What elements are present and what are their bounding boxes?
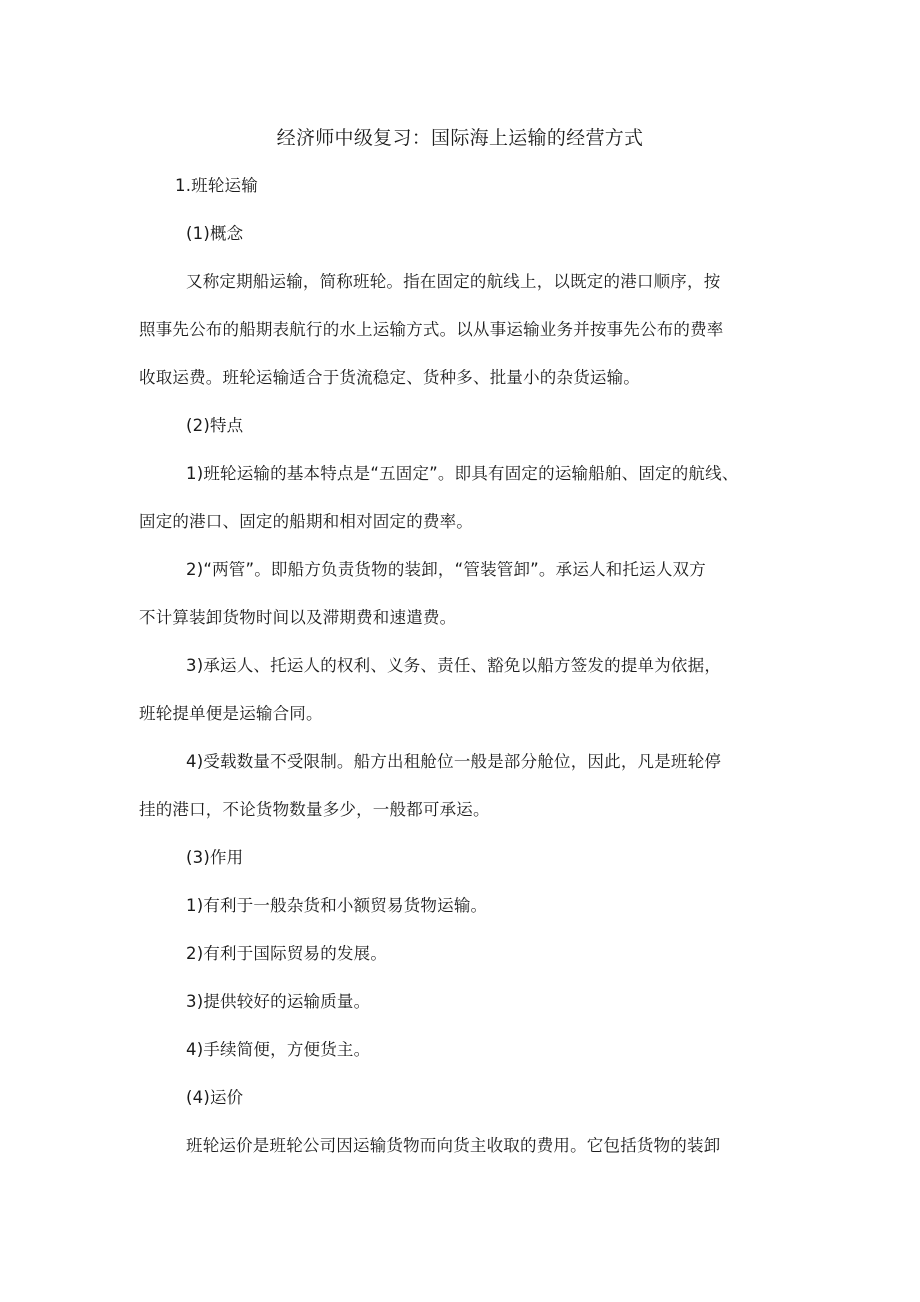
list-item: 4)手续简便，方便货主。 <box>186 1040 371 1059</box>
paragraph-line: 3)承运人、托运人的权利、义务、责任、豁免以船方签发的提单为依据， <box>186 656 722 675</box>
document-title: 经济师中级复习：国际海上运输的经营方式 <box>276 127 644 149</box>
paragraph-line: 班轮提单便是运输合同。 <box>139 704 323 723</box>
paragraph-line: 不计算装卸货物时间以及滞期费和速遣费。 <box>139 608 457 627</box>
paragraph-line: 1)班轮运输的基本特点是“五固定”。即具有固定的运输船舶、固定的航线、 <box>186 464 739 483</box>
paragraph-line: 班轮运价是班轮公司因运输货物而向货主收取的费用。它包括货物的装卸 <box>186 1136 721 1155</box>
paragraph-line: 挂的港口，不论货物数量多少，一般都可承运。 <box>139 800 490 819</box>
paragraph-line: 照事先公布的船期表航行的水上运输方式。以从事运输业务并按事先公布的费率 <box>139 320 724 339</box>
list-item: 2)有利于国际贸易的发展。 <box>186 944 388 963</box>
paragraph-line: 又称定期船运输，简称班轮。指在固定的航线上，以既定的港口顺序，按 <box>186 272 721 291</box>
subheading-concept: (1)概念 <box>186 224 244 243</box>
subheading-function: (3)作用 <box>186 848 244 867</box>
paragraph-line: 2)“两管”。即船方负责货物的装卸，“管装管卸”。承运人和托运人双方 <box>186 560 706 579</box>
paragraph-line: 4)受载数量不受限制。船方出租舱位一般是部分舱位，因此，凡是班轮停 <box>186 752 722 771</box>
list-item: 3)提供较好的运输质量。 <box>186 992 371 1011</box>
subheading-freight-rate: (4)运价 <box>186 1088 244 1107</box>
paragraph-line: 固定的港口、固定的船期和相对固定的费率。 <box>139 512 473 531</box>
section-heading-liner-shipping: 1.班轮运输 <box>175 176 258 195</box>
subheading-features: (2)特点 <box>186 416 244 435</box>
paragraph-line: 收取运费。班轮运输适合于货流稳定、货种多、批量小的杂货运输。 <box>139 368 640 387</box>
list-item: 1)有利于一般杂货和小额贸易货物运输。 <box>186 896 488 915</box>
